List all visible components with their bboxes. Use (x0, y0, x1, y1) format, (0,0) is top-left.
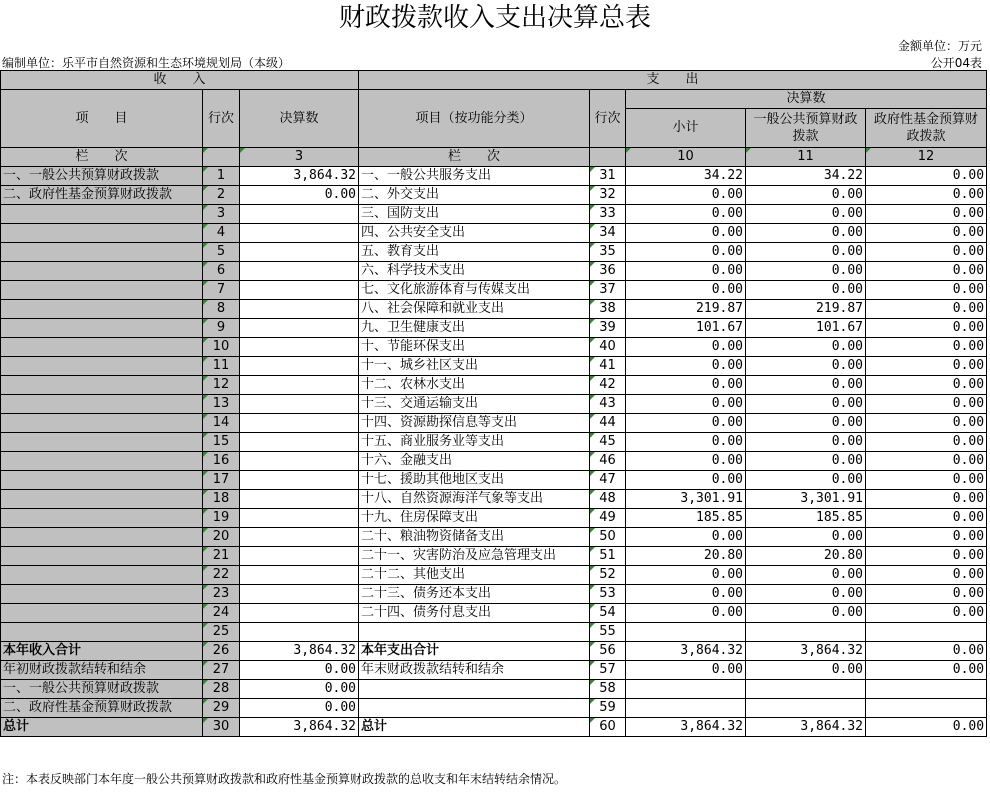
expense-item-header: 项目（按功能分类） (359, 90, 590, 148)
column-number: 3 (240, 148, 359, 167)
income-row-no-cell: 30 (203, 718, 240, 737)
income-amount-cell (240, 338, 359, 357)
subtotal-cell (626, 623, 746, 642)
income-item-cell (1, 471, 203, 490)
gov-fund-cell: 0.00 (866, 585, 987, 604)
general-budget-cell (746, 680, 866, 699)
income-amount-cell: 0.00 (240, 699, 359, 718)
income-item-cell (1, 528, 203, 547)
table-row (1, 395, 987, 414)
column-label: 栏 次 (1, 148, 203, 167)
expense-row-no-cell: 41 (590, 357, 626, 376)
income-item-cell (1, 414, 203, 433)
subtotal-cell: 0.00 (626, 186, 746, 205)
income-row-no-cell: 28 (203, 680, 240, 699)
gov-fund-cell: 0.00 (866, 224, 987, 243)
income-item-cell (1, 300, 203, 319)
expense-item-cell: 二十三、债务还本支出 (359, 585, 590, 604)
income-row-no-cell: 29 (203, 699, 240, 718)
table-row (1, 604, 987, 623)
gov-fund-cell: 0.00 (866, 205, 987, 224)
income-row-no-cell: 25 (203, 623, 240, 642)
expense-row-no-cell: 42 (590, 376, 626, 395)
income-item-cell (1, 490, 203, 509)
subtotal-cell: 0.00 (626, 262, 746, 281)
expense-item-cell: 十七、援助其他地区支出 (359, 471, 590, 490)
expense-row-no-cell: 50 (590, 528, 626, 547)
income-row-no-cell: 2 (203, 186, 240, 205)
expense-item-cell: 二十二、其他支出 (359, 566, 590, 585)
income-amount-cell (240, 547, 359, 566)
expense-item-cell: 二十、粮油物资储备支出 (359, 528, 590, 547)
expense-item-cell: 总计 (359, 718, 590, 737)
income-item-header: 项 目 (1, 90, 203, 148)
gov-fund-cell: 0.00 (866, 319, 987, 338)
general-budget-cell: 0.00 (746, 471, 866, 490)
subtotal-cell: 0.00 (626, 566, 746, 585)
gov-fund-cell (866, 680, 987, 699)
expense-row-no-cell: 44 (590, 414, 626, 433)
gov-fund-cell: 0.00 (866, 262, 987, 281)
income-header: 收 入 (1, 71, 359, 90)
gov-fund-cell: 0.00 (866, 357, 987, 376)
table-row (1, 718, 987, 737)
subtotal-cell: 0.00 (626, 205, 746, 224)
income-row-no-cell: 16 (203, 452, 240, 471)
expense-row-no-cell: 55 (590, 623, 626, 642)
income-row-no-cell: 18 (203, 490, 240, 509)
general-budget-cell: 185.85 (746, 509, 866, 528)
subtotal-cell: 219.87 (626, 300, 746, 319)
expense-row-no-cell: 53 (590, 585, 626, 604)
gov-fund-cell: 0.00 (866, 528, 987, 547)
reporting-unit: 编制单位：乐平市自然资源和生态环境规划局（本级） (2, 56, 291, 70)
income-amount-cell (240, 490, 359, 509)
income-amount-cell: 3,864.32 (240, 718, 359, 737)
column-label: 栏 次 (359, 148, 590, 167)
income-amount-cell (240, 414, 359, 433)
income-amount-cell: 0.00 (240, 186, 359, 205)
gov-fund-header: 政府性基金预算财政拨款 (866, 109, 987, 148)
income-item-cell (1, 623, 203, 642)
gov-fund-cell: 0.00 (866, 281, 987, 300)
subtotal-cell: 0.00 (626, 661, 746, 680)
income-row-no-cell: 14 (203, 414, 240, 433)
table-row (1, 167, 987, 186)
table-row (1, 186, 987, 205)
income-amount-cell (240, 300, 359, 319)
income-item-cell (1, 585, 203, 604)
income-row-no-cell: 23 (203, 585, 240, 604)
expense-item-cell: 七、文化旅游体育与传媒支出 (359, 281, 590, 300)
subtotal-cell: 101.67 (626, 319, 746, 338)
income-amount-cell (240, 528, 359, 547)
table-row (1, 585, 987, 604)
column-blank (203, 148, 240, 167)
income-item-cell (1, 281, 203, 300)
income-item-cell: 年初财政拨款结转和结余 (1, 661, 203, 680)
expense-item-cell: 三、国防支出 (359, 205, 590, 224)
general-budget-header: 一般公共预算财政拨款 (746, 109, 866, 148)
expense-row-no-cell: 35 (590, 243, 626, 262)
column-blank (590, 148, 626, 167)
general-budget-cell: 0.00 (746, 566, 866, 585)
income-amount-cell (240, 224, 359, 243)
subtotal-cell: 0.00 (626, 376, 746, 395)
subtotal-cell: 0.00 (626, 433, 746, 452)
expense-row-no-cell: 46 (590, 452, 626, 471)
income-item-cell: 二、政府性基金预算财政拨款 (1, 186, 203, 205)
income-row-no-cell: 4 (203, 224, 240, 243)
subtotal-header: 小计 (626, 109, 746, 148)
subtotal-cell: 185.85 (626, 509, 746, 528)
expense-row-no-cell: 39 (590, 319, 626, 338)
general-budget-cell (746, 699, 866, 718)
income-amount-cell (240, 376, 359, 395)
general-budget-cell: 219.87 (746, 300, 866, 319)
general-budget-cell: 0.00 (746, 433, 866, 452)
table-row (1, 547, 987, 566)
income-item-cell (1, 509, 203, 528)
expense-item-cell: 十、节能环保支出 (359, 338, 590, 357)
income-item-cell: 本年收入合计 (1, 642, 203, 661)
income-item-cell (1, 243, 203, 262)
fiscal-summary-table (0, 70, 987, 737)
gov-fund-cell: 0.00 (866, 642, 987, 661)
general-budget-cell: 0.00 (746, 376, 866, 395)
gov-fund-cell (866, 623, 987, 642)
expense-row-no-cell: 31 (590, 167, 626, 186)
expense-item-cell: 四、公共安全支出 (359, 224, 590, 243)
table-row (1, 224, 987, 243)
expense-item-cell (359, 680, 590, 699)
table-row (1, 376, 987, 395)
expense-item-cell: 五、教育支出 (359, 243, 590, 262)
subtotal-cell: 3,301.91 (626, 490, 746, 509)
income-row-no-cell: 22 (203, 566, 240, 585)
income-item-cell: 二、政府性基金预算财政拨款 (1, 699, 203, 718)
income-amount-cell: 3,864.32 (240, 642, 359, 661)
table-row (1, 319, 987, 338)
subtotal-cell: 0.00 (626, 452, 746, 471)
general-budget-cell: 0.00 (746, 604, 866, 623)
expense-row-no-cell: 48 (590, 490, 626, 509)
income-amount-cell (240, 509, 359, 528)
table-row (1, 433, 987, 452)
expense-row-no-cell: 38 (590, 300, 626, 319)
expense-item-cell: 九、卫生健康支出 (359, 319, 590, 338)
general-budget-cell: 20.80 (746, 547, 866, 566)
table-row (1, 680, 987, 699)
subtotal-cell: 0.00 (626, 604, 746, 623)
column-number: 12 (866, 148, 987, 167)
table-row (1, 414, 987, 433)
table-row (1, 281, 987, 300)
expense-row-no-cell: 58 (590, 680, 626, 699)
income-amount-cell (240, 471, 359, 490)
subtotal-cell: 0.00 (626, 414, 746, 433)
income-row-no-cell: 21 (203, 547, 240, 566)
income-row-no-header: 行次 (203, 90, 240, 148)
table-row (1, 262, 987, 281)
expense-item-cell (359, 699, 590, 718)
subtotal-cell: 0.00 (626, 528, 746, 547)
general-budget-cell: 3,864.32 (746, 642, 866, 661)
gov-fund-cell: 0.00 (866, 414, 987, 433)
subtotal-cell: 0.00 (626, 338, 746, 357)
income-item-cell (1, 433, 203, 452)
table-row (1, 490, 987, 509)
expense-row-no-cell: 36 (590, 262, 626, 281)
gov-fund-cell: 0.00 (866, 471, 987, 490)
expense-item-cell: 十四、资源勘探信息等支出 (359, 414, 590, 433)
expense-item-cell: 十六、金融支出 (359, 452, 590, 471)
gov-fund-cell: 0.00 (866, 718, 987, 737)
expense-item-cell: 二十一、灾害防治及应急管理支出 (359, 547, 590, 566)
income-row-no-cell: 20 (203, 528, 240, 547)
footnote: 注：本表反映部门本年度一般公共预算财政拨款和政府性基金预算财政拨款的总收支和年末结转结余情况。 (2, 772, 567, 786)
subtotal-cell: 3,864.32 (626, 642, 746, 661)
table-row (1, 205, 987, 224)
expense-item-cell: 本年支出合计 (359, 642, 590, 661)
general-budget-cell: 3,864.32 (746, 718, 866, 737)
expense-row-no-header: 行次 (590, 90, 626, 148)
expense-row-no-cell: 43 (590, 395, 626, 414)
income-item-cell: 总计 (1, 718, 203, 737)
gov-fund-cell: 0.00 (866, 509, 987, 528)
expense-item-cell: 十二、农林水支出 (359, 376, 590, 395)
general-budget-cell: 0.00 (746, 186, 866, 205)
subtotal-cell: 0.00 (626, 471, 746, 490)
table-row (1, 642, 987, 661)
income-amount-cell (240, 566, 359, 585)
expense-row-no-cell: 34 (590, 224, 626, 243)
expense-row-no-cell: 52 (590, 566, 626, 585)
income-row-no-cell: 5 (203, 243, 240, 262)
income-amount-cell: 3,864.32 (240, 167, 359, 186)
income-item-cell (1, 395, 203, 414)
subtotal-cell (626, 680, 746, 699)
gov-fund-cell: 0.00 (866, 338, 987, 357)
amount-unit: 金额单位：万元 (897, 39, 982, 53)
income-row-no-cell: 26 (203, 642, 240, 661)
expense-item-cell: 十五、商业服务业等支出 (359, 433, 590, 452)
gov-fund-cell: 0.00 (866, 661, 987, 680)
table-row (1, 338, 987, 357)
expense-row-no-cell: 32 (590, 186, 626, 205)
table-row (1, 699, 987, 718)
expense-item-cell: 十九、住房保障支出 (359, 509, 590, 528)
subtotal-cell: 3,864.32 (626, 718, 746, 737)
income-row-no-cell: 11 (203, 357, 240, 376)
subtotal-cell: 20.80 (626, 547, 746, 566)
general-budget-cell: 0.00 (746, 585, 866, 604)
income-amount-cell (240, 281, 359, 300)
general-budget-cell: 0.00 (746, 224, 866, 243)
expense-item-cell: 年末财政拨款结转和结余 (359, 661, 590, 680)
gov-fund-cell: 0.00 (866, 243, 987, 262)
expense-item-cell: 二、外交支出 (359, 186, 590, 205)
income-item-cell (1, 604, 203, 623)
expense-item-cell: 十一、城乡社区支出 (359, 357, 590, 376)
income-item-cell (1, 262, 203, 281)
general-budget-cell: 0.00 (746, 205, 866, 224)
general-budget-cell (746, 623, 866, 642)
income-row-no-cell: 19 (203, 509, 240, 528)
income-amount-cell (240, 604, 359, 623)
expense-header: 支 出 (359, 71, 987, 90)
table-row (1, 357, 987, 376)
gov-fund-cell: 0.00 (866, 376, 987, 395)
income-row-no-cell: 1 (203, 167, 240, 186)
table-row (1, 452, 987, 471)
income-item-cell (1, 319, 203, 338)
expense-row-no-cell: 37 (590, 281, 626, 300)
income-row-no-cell: 15 (203, 433, 240, 452)
gov-fund-cell: 0.00 (866, 395, 987, 414)
expense-item-cell: 一、一般公共服务支出 (359, 167, 590, 186)
expense-row-no-cell: 51 (590, 547, 626, 566)
income-amount-cell (240, 243, 359, 262)
gov-fund-cell (866, 699, 987, 718)
expense-item-cell: 六、科学技术支出 (359, 262, 590, 281)
subtotal-cell: 0.00 (626, 585, 746, 604)
table-row (1, 300, 987, 319)
general-budget-cell: 34.22 (746, 167, 866, 186)
income-item-cell (1, 566, 203, 585)
expense-item-cell: 八、社会保障和就业支出 (359, 300, 590, 319)
income-item-cell (1, 338, 203, 357)
income-amount-cell (240, 395, 359, 414)
subtotal-cell: 0.00 (626, 395, 746, 414)
income-amount-cell (240, 585, 359, 604)
income-item-cell: 一、一般公共预算财政拨款 (1, 167, 203, 186)
expense-row-no-cell: 56 (590, 642, 626, 661)
subtotal-cell: 0.00 (626, 243, 746, 262)
income-row-no-cell: 3 (203, 205, 240, 224)
gov-fund-cell: 0.00 (866, 490, 987, 509)
income-row-no-cell: 7 (203, 281, 240, 300)
table-row (1, 243, 987, 262)
table-row (1, 471, 987, 490)
gov-fund-cell: 0.00 (866, 186, 987, 205)
income-item-cell: 一、一般公共预算财政拨款 (1, 680, 203, 699)
income-amount-cell (240, 452, 359, 471)
general-budget-cell: 0.00 (746, 528, 866, 547)
expense-row-no-cell: 49 (590, 509, 626, 528)
general-budget-cell: 0.00 (746, 243, 866, 262)
general-budget-cell: 0.00 (746, 395, 866, 414)
expense-item-cell: 二十四、债务付息支出 (359, 604, 590, 623)
income-amount-cell (240, 623, 359, 642)
income-amount-cell (240, 433, 359, 452)
expense-row-no-cell: 45 (590, 433, 626, 452)
final-amount-header: 决算数 (626, 90, 987, 109)
subtotal-cell: 34.22 (626, 167, 746, 186)
income-item-cell (1, 224, 203, 243)
income-row-no-cell: 17 (203, 471, 240, 490)
general-budget-cell: 0.00 (746, 281, 866, 300)
expense-row-no-cell: 54 (590, 604, 626, 623)
income-amount-cell: 0.00 (240, 680, 359, 699)
general-budget-cell: 101.67 (746, 319, 866, 338)
subtotal-cell (626, 699, 746, 718)
table-row (1, 661, 987, 680)
gov-fund-cell: 0.00 (866, 452, 987, 471)
expense-item-cell (359, 623, 590, 642)
subtotal-cell: 0.00 (626, 281, 746, 300)
general-budget-cell: 0.00 (746, 452, 866, 471)
expense-row-no-cell: 40 (590, 338, 626, 357)
gov-fund-cell: 0.00 (866, 300, 987, 319)
income-item-cell (1, 205, 203, 224)
gov-fund-cell: 0.00 (866, 566, 987, 585)
income-item-cell (1, 452, 203, 471)
income-row-no-cell: 13 (203, 395, 240, 414)
expense-row-no-cell: 60 (590, 718, 626, 737)
table-row (1, 623, 987, 642)
income-row-no-cell: 27 (203, 661, 240, 680)
income-item-cell (1, 357, 203, 376)
expense-row-no-cell: 57 (590, 661, 626, 680)
table-code: 公开04表 (930, 56, 982, 70)
gov-fund-cell: 0.00 (866, 547, 987, 566)
income-amount-cell (240, 262, 359, 281)
income-amount-cell (240, 357, 359, 376)
income-row-no-cell: 8 (203, 300, 240, 319)
general-budget-cell: 0.00 (746, 661, 866, 680)
expense-item-cell: 十三、交通运输支出 (359, 395, 590, 414)
income-row-no-cell: 10 (203, 338, 240, 357)
income-item-cell (1, 376, 203, 395)
income-row-no-cell: 12 (203, 376, 240, 395)
general-budget-cell: 0.00 (746, 357, 866, 376)
gov-fund-cell: 0.00 (866, 433, 987, 452)
page-title: 财政拨款收入支出决算总表 (338, 3, 651, 33)
income-amount-header: 决算数 (240, 90, 359, 148)
column-number: 11 (746, 148, 866, 167)
income-amount-cell (240, 205, 359, 224)
expense-row-no-cell: 59 (590, 699, 626, 718)
column-number: 10 (626, 148, 746, 167)
gov-fund-cell: 0.00 (866, 604, 987, 623)
general-budget-cell: 0.00 (746, 338, 866, 357)
expense-item-cell: 十八、自然资源海洋气象等支出 (359, 490, 590, 509)
table-row (1, 528, 987, 547)
table-row (1, 566, 987, 585)
general-budget-cell: 3,301.91 (746, 490, 866, 509)
income-row-no-cell: 6 (203, 262, 240, 281)
general-budget-cell: 0.00 (746, 262, 866, 281)
gov-fund-cell: 0.00 (866, 167, 987, 186)
expense-row-no-cell: 47 (590, 471, 626, 490)
table-row (1, 509, 987, 528)
income-row-no-cell: 24 (203, 604, 240, 623)
income-item-cell (1, 547, 203, 566)
income-amount-cell (240, 319, 359, 338)
income-amount-cell: 0.00 (240, 661, 359, 680)
general-budget-cell: 0.00 (746, 414, 866, 433)
expense-row-no-cell: 33 (590, 205, 626, 224)
subtotal-cell: 0.00 (626, 357, 746, 376)
income-row-no-cell: 9 (203, 319, 240, 338)
subtotal-cell: 0.00 (626, 224, 746, 243)
